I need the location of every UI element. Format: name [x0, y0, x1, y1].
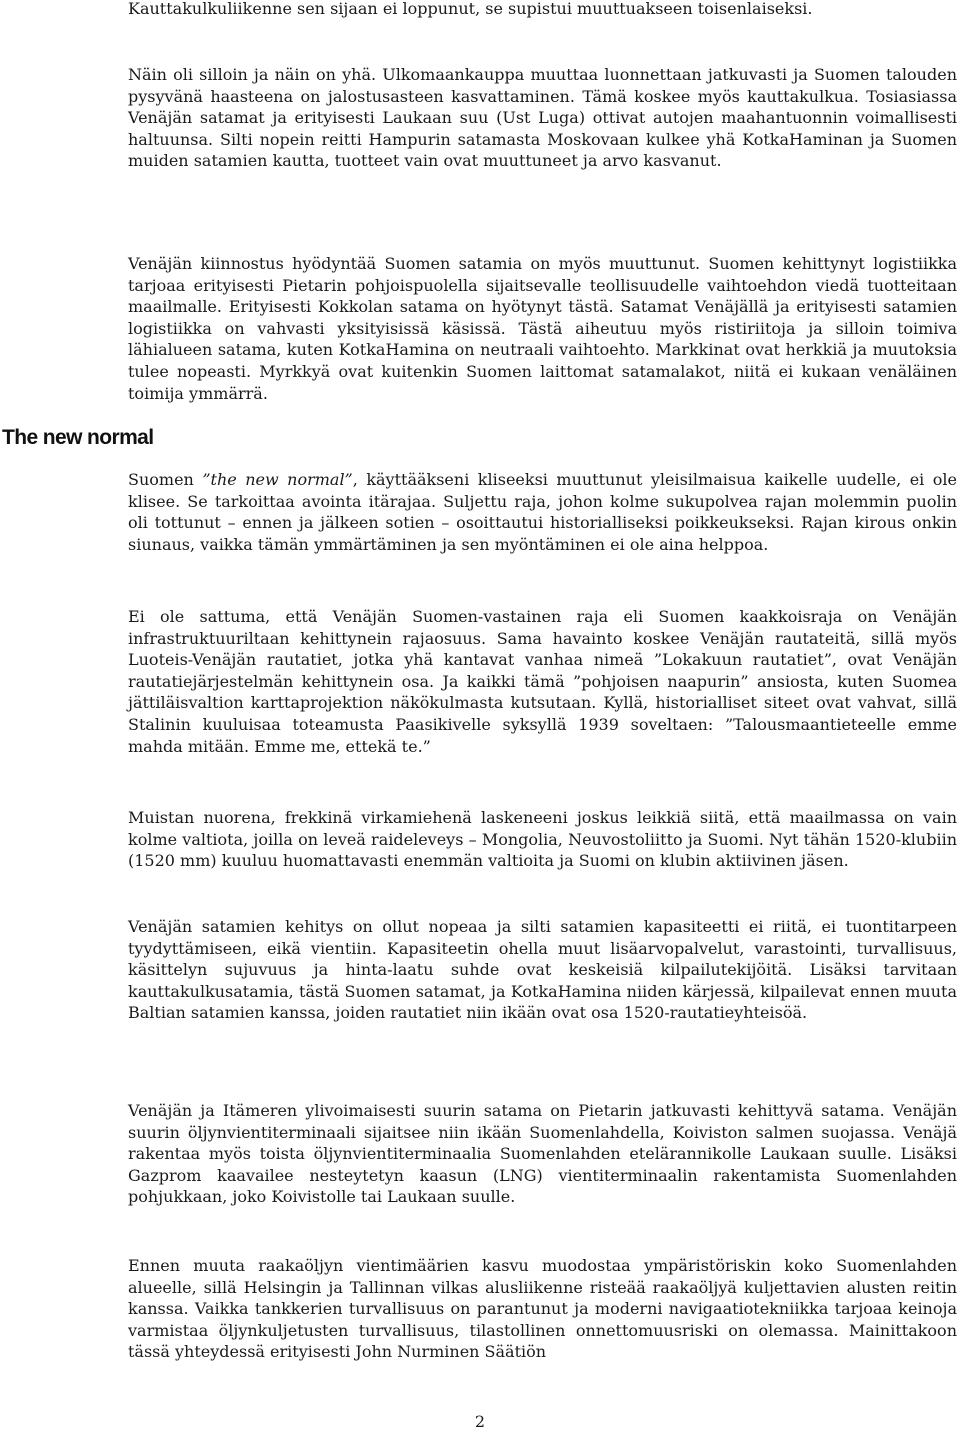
paragraph-1: Kauttakulkuliikenne sen sijaan ei loppunut, se supistui muuttuakseen toisenlaiseksi.	[128, 0, 813, 18]
page-number: 2	[474, 1412, 486, 1431]
new-normal-phrase: ”the new normal”	[202, 470, 353, 489]
paragraph-7: Venäjän satamien kehitys on ollut nopeaa ja silti satamien kapasiteetti ei riitä, ei tuontitarpeen tyydyttämiseen, eikä vientiin. Kapasiteetin ohella muut lisäarvopalvelut, varastointi, turvallisuus, käsittelyn sujuvuus ja hinta-laatu suhde ovat keskeisiä kilpailutekijöitä. Lisäksi tarvitaan kauttakulkusatamia, tästä Suomen satamat, ja KotkaHamina niiden kärjessä, kilpailevat ennen muuta Baltian satamien kanssa, joiden rautatiet niin ikään ovat osa 1520-rautatieyhteisöä.	[128, 917, 957, 1023]
paragraph-5: Ei ole sattuma, että Venäjän Suomen-vastainen raja eli Suomen kaakkoisraja on Venäjän infrastruktuuriltaan kehittynein rajaosuus. Sama havainto koskee Venäjän rautateitä, sillä myös Luoteis-Venäjän rautatiet, jotka yhä kantavat vanhaa nimeä ”Lokakuun rautatiet”, ovat Venäjän rautatiejärjestelmän kehittynein osa. Ja kaikki tämä ”pohjoisen naapurin” ansiosta, kuten Suomea jättiläisvaltion karttaprojektion näkökulmasta kutsutaan. Kyllä, historialliset siteet ovat vahvat, sillä Stalinin kuuluisaa toteamusta Paasikivelle syksyllä 1939 soveltaen: ”Talousmaantieteelle emme mahda mitään. Emme me, ettekä te.”	[128, 607, 957, 756]
paragraph-2: Näin oli silloin ja näin on yhä. Ulkomaankauppa muuttaa luonnettaan jatkuvasti ja Suomen talouden pysyvänä haasteena on jalostusasteen kasvattaminen. Tämä koskee myös kauttakulkua. Tosiasiassa Venäjän satamat ja erityisesti Laukaan suu (Ust Luga) ottivat autojen maahantuonnin voimallisesti haltuunsa. Silti nopein reitti Hampurin satamasta Moskovaan kulkee yhä KotkaHaminan ja Suomen muiden satamien kautta, tuotteet vain ovat muuttuneet ja arvo kasvanut.	[128, 65, 957, 171]
new-normal-rest: , käyttääkseni kliseeksi muuttunut yleisilmaisua kaikelle uudelle, ei ole klisee. Se tarkoittaa avointa itärajaa. Suljettu raja, johon kolme sukupolvea rajan molemmin puolin oli tottunut – ennen ja jälkeen sotien – osoittautui historialliseksi poikkeukseksi. Rajan kirous onkin siunaus, vaikka tämän ymmärtäminen ja sen myöntäminen ei ole aina helppoa.	[128, 470, 957, 554]
new-normal-lead: Suomen	[128, 470, 203, 489]
paragraph-3: Venäjän kiinnostus hyödyntää Suomen satamia on myös muuttunut. Suomen kehittynyt logistiikka tarjoaa erityisesti Pietarin pohjoispuolella sijaitsevalle teollisuudelle vaihtoehdon viedä tuotteitaan maailmalle. Erityisesti Kokkolan satama on hyötynyt tästä. Satamat Venäjällä ja erityisesti satamien logistiikka on vahvasti yksityisissä käsissä. Tästä aiheutuu myös ristiriitoja ja silloin toimiva lähialueen satama, kuten KotkaHamina on neutraali vaihtoehto. Markkinat ovat herkkiä ja muutoksia tulee nopeasti. Myrkkyä ovat kuitenkin Suomen laittomat satamalakot, niitä ei kukaan venäläinen toimija ymmärrä.	[128, 254, 957, 403]
paragraph-8: Venäjän ja Itämeren ylivoimaisesti suurin satama on Pietarin jatkuvasti kehittyvä satama. Venäjän suurin öljynvientiterminaali sijaitsee niin ikään Suomenlahdella, Koiviston salmen suojassa. Venäjä rakentaa myös toista öljynvientiterminaalia Suomenlahden etelärannikolle Laukaan suulle. Lisäksi Gazprom kaavailee nesteytetyn kaasun (LNG) vientiterminaalin rakentamista Suomenlahden pohjukkaan, joko Koivistolle tai Laukaan suulle.	[128, 1101, 957, 1207]
paragraph-new-normal	[128, 469, 957, 555]
paragraph-6: Muistan nuorena, frekkinä virkamiehenä laskeneeni joskus leikkiä siitä, että maailmassa on vain kolme valtiota, joilla on leveä raideleveys – Mongolia, Neuvostoliitto ja Suomi. Nyt tähän 1520-klubiin (1520 mm) kuuluu huomattavasti enemmän valtioita ja Suomi on klubin aktiivinen jäsen.	[128, 808, 957, 871]
paragraph-9: Ennen muuta raakaöljyn vientimäärien kasvu muodostaa ympäristöriskin koko Suomenlahden alueelle, sillä Helsingin ja Tallinnan vilkas alusliikenne risteää raakaöljyä kuljettavien alusten reitin kanssa. Vaikka tankkerien turvallisuus on parantunut ja moderni navigaatiotekniikka tarjoaa keinoja varmistaa öljynkuljetusten turvallisuus, tilastollinen onnettomuusriski on olemassa. Mainittakoon tässä yhteydessä erityisesti John Nurminen Säätiön	[128, 1256, 957, 1362]
section-heading: The new normal	[2, 426, 154, 449]
